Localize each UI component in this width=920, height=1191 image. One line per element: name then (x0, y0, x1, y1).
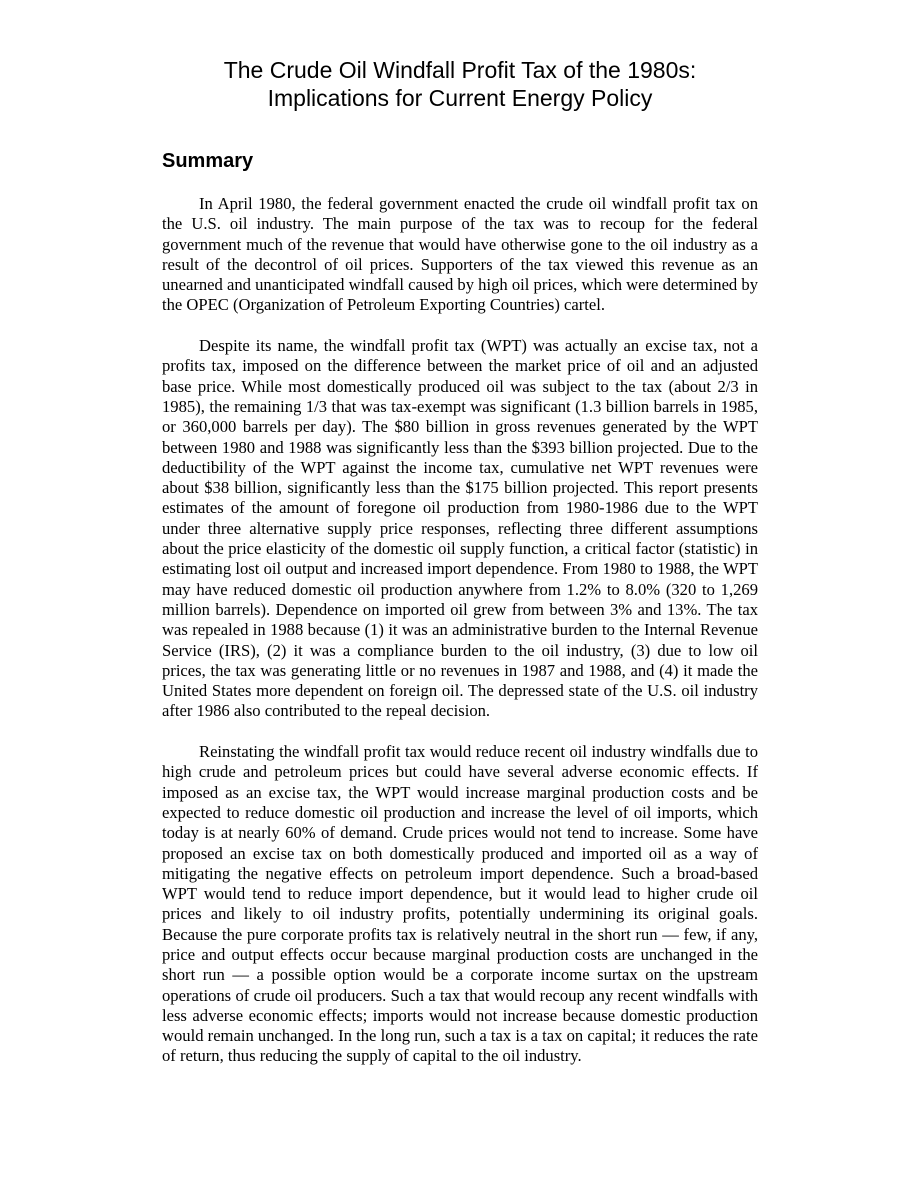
section-heading-summary: Summary (162, 150, 254, 172)
summary-body (162, 194, 758, 1067)
paragraph-1: In April 1980, the federal government enacted the crude oil windfall profit tax on the U.S. oil industry. The main purpose of the tax was to recoup for the federal government much of the revenue that would have otherwise gone to the oil industry as a result of the decontrol of oil prices. Supporters of the tax viewed this revenue as an unearned and unanticipated windfall caused by high oil prices, which were determined by the OPEC (Organization of Petroleum Exporting Countries) cartel. (162, 194, 758, 315)
paragraph-3: Reinstating the windfall profit tax would reduce recent oil industry windfalls due to high crude and petroleum prices but could have several adverse economic effects. If imposed as an excise tax, the WPT would increase marginal production costs and be expected to reduce domestic oil production and increase the level of oil imports, which today is at nearly 60% of demand. Crude prices would not tend to increase. Some have proposed an excise tax on both domestically produced and imported oil as a way of mitigating the negative effects on petroleum import dependence. Such a broad-based WPT would tend to reduce import dependence, but it would lead to higher crude oil prices and likely to oil industry profits, potentially undermining its original goals. Because the pure corporate profits tax is relatively neutral in the short run — few, if any, price and output effects occur because marginal production costs are unchanged in the short run — a possible option would be a corporate income surtax on the upstream operations of crude oil producers. Such a tax that would recoup any recent windfalls with less adverse economic effects; imports would not increase because domestic production would remain unchanged. In the long run, such a tax is a tax on capital; it reduces the rate of return, thus reducing the supply of capital to the oil industry. (162, 742, 758, 1066)
title-line-1: The Crude Oil Windfall Profit Tax of the 1980s: (223, 57, 697, 83)
paragraph-2: Despite its name, the windfall profit tax (WPT) was actually an excise tax, not a profits tax, imposed on the difference between the market price of oil and an adjusted base price. While most domestically produced oil was subject to the tax (about 2/3 in 1985), the remaining 1/3 that was tax-exempt was significant (1.3 billion barrels in 1985, or 360,000 barrels per day). The $80 billion in gross revenues generated by the WPT between 1980 and 1988 was significantly less than the $393 billion projected. Due to the deductibility of the WPT against the income tax, cumulative net WPT revenues were about $38 billion, significantly less than the $175 billion projected. This report presents estimates of the amount of foregone oil production from 1980-1986 due to the WPT under three alternative supply price responses, reflecting three different assumptions about the price elasticity of the domestic oil supply function, a critical factor (statistic) in estimating lost oil output and increased import dependence. From 1980 to 1988, the WPT may have reduced domestic oil production anywhere from 1.2% to 8.0% (320 to 1,269 million barrels). Dependence on imported oil grew from between 3% and 13%. The tax was repealed in 1988 because (1) it was an administrative burden to the Internal Revenue Service (IRS), (2) it was a compliance burden to the oil industry, (3) due to low oil prices, the tax was generating little or no revenues in 1987 and 1988, and (4) it made the United States more dependent on foreign oil. The depressed state of the U.S. oil industry after 1986 also contributed to the repeal decision. (162, 336, 758, 721)
document-page (162, 56, 758, 1087)
title-line-2: Implications for Current Energy Policy (267, 85, 653, 111)
document-title (162, 56, 758, 112)
